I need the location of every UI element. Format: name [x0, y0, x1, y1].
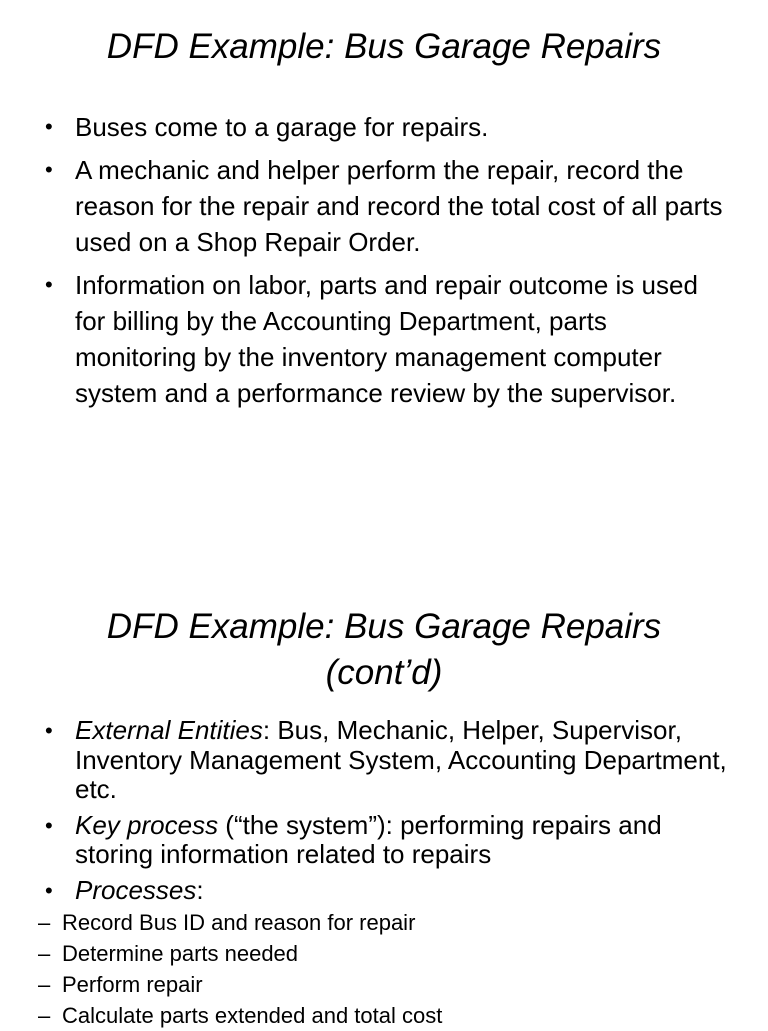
bullet-item	[0, 811, 768, 870]
bullet-text: Buses come to a garage for repairs.	[75, 112, 488, 142]
bullet-text: : Bus, Mechanic, Helper, Supervisor, Inventory Management System, Accounting Department, etc.	[75, 715, 727, 804]
process-sublist	[28, 907, 728, 1031]
sub-item-text: Determine parts needed	[62, 941, 298, 966]
bullet-lead-term: Key process	[75, 810, 218, 840]
bullet-icon: •	[45, 267, 53, 303]
bullet-lead-term: External Entities	[75, 715, 263, 745]
bullet-icon: •	[45, 876, 53, 906]
bullet-text: :	[196, 875, 203, 905]
slide-2-title-line-1: DFD Example: Bus Garage Repairs	[107, 607, 661, 646]
slide-1	[0, 0, 768, 512]
sub-item	[28, 1000, 728, 1031]
slide-2	[0, 512, 768, 1024]
bullet-icon: •	[45, 811, 53, 841]
sub-item	[28, 969, 728, 1000]
bullet-text: A mechanic and helper perform the repair, record the reason for the repair and record the total cost of all parts used on a Shop Repair Order.	[75, 155, 722, 257]
bullet-text: (“the system”): performing repairs and storing information related to repairs	[75, 810, 662, 870]
dash-icon: –	[38, 938, 50, 969]
slide-2-bullet-list	[0, 716, 768, 1031]
sub-item-text: Record Bus ID and reason for repair	[62, 910, 415, 935]
sub-item	[28, 938, 728, 969]
bullet-item	[0, 267, 768, 411]
bullet-icon: •	[45, 152, 53, 188]
sub-item	[28, 907, 728, 938]
slide-2-title	[0, 512, 768, 696]
bullet-icon: •	[45, 109, 53, 145]
dash-icon: –	[38, 1000, 50, 1031]
bullet-icon: •	[45, 716, 53, 746]
sub-item-text: Calculate parts extended and total cost	[62, 1003, 442, 1028]
bullet-item	[0, 152, 768, 260]
slide-1-bullet-list	[0, 109, 768, 411]
bullet-item	[0, 109, 768, 145]
bullet-text: Information on labor, parts and repair outcome is used for billing by the Accounting Department, parts monitoring by the inventory management computer system and a performance review by the supervisor.	[75, 270, 698, 408]
bullet-lead-term: Processes	[75, 875, 196, 905]
dash-icon: –	[38, 907, 50, 938]
slide-2-title-line-2: (cont’d)	[326, 653, 443, 692]
sub-item-text: Perform repair	[62, 972, 203, 997]
dash-icon: –	[38, 969, 50, 1000]
bullet-item	[0, 876, 768, 1031]
bullet-item	[0, 716, 768, 805]
slide-1-title: DFD Example: Bus Garage Repairs	[0, 0, 768, 70]
